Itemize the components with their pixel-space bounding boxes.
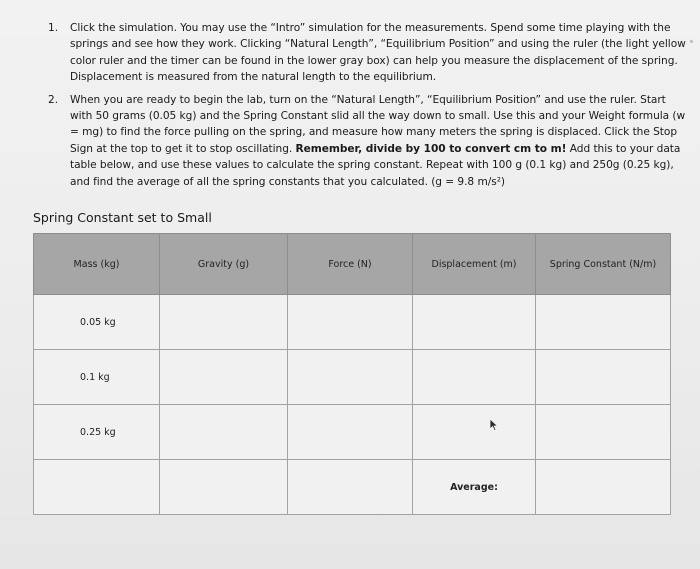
spring-constant-cell[interactable] (536, 405, 671, 460)
instruction-text: Click the simulation. You may use the “Intro” simulation for the measurements. Spend some time playing with the springs and see how they work. Clicking “Natural Length”, “Equilibrium Position” and using the ruler (the light yellow color ruler and the timer can be found in the lower gray box) can help you measure the displacement of the spring. Displacement is measured from the natural length to the equilibrium. (70, 22, 686, 84)
header-displacement: Displacement (m) (413, 234, 536, 295)
table-row-average (34, 460, 671, 515)
average-label: Average: (413, 460, 536, 515)
displacement-cell[interactable] (413, 405, 536, 460)
spring-constant-cell[interactable] (536, 295, 671, 350)
gravity-cell[interactable] (160, 350, 288, 405)
instruction-text-part: When you are ready to begin the lab, turn on the “Natural Length”, “Equilibrium Position” and use the ruler. Start with 50 grams (0.05 kg) and the Spring Constant slid all the way down to small. Use this and your Weight formula (w = mg) to find the force pulling on the spring, and measure how many meters the spring is displaced. Click the Stop Sign at the top to get it to stop oscillating. (70, 93, 686, 155)
empty-cell (34, 460, 160, 515)
header-spring-constant: Spring Constant (N/m) (536, 234, 671, 295)
average-value-cell[interactable] (536, 460, 671, 515)
instruction-bold-note: Remember, divide by 100 to convert cm to m! (295, 142, 567, 155)
speck (690, 40, 693, 43)
header-gravity: Gravity (g) (160, 234, 288, 295)
gravity-cell[interactable] (160, 295, 288, 350)
displacement-cell[interactable] (413, 350, 536, 405)
displacement-cell[interactable] (413, 295, 536, 350)
table-row (34, 350, 671, 405)
instruction-item-1 (48, 20, 688, 86)
header-force: Force (N) (288, 234, 413, 295)
instruction-number: 2. (48, 93, 59, 106)
table-header-row (34, 234, 671, 295)
spring-constant-cell[interactable] (536, 350, 671, 405)
header-mass: Mass (kg) (34, 234, 160, 295)
mouse-pointer-icon (489, 418, 499, 432)
force-cell[interactable] (288, 350, 413, 405)
table-row (34, 295, 671, 350)
mass-cell: 0.1 kg (34, 350, 160, 405)
instruction-text (70, 92, 688, 190)
instruction-item-2 (48, 92, 688, 190)
empty-cell (160, 460, 288, 515)
table-row (34, 405, 671, 460)
mass-cell: 0.25 kg (34, 405, 160, 460)
empty-cell (288, 460, 413, 515)
gravity-cell[interactable] (160, 405, 288, 460)
force-cell[interactable] (288, 405, 413, 460)
instruction-text-part: Add this to your data table below, and use these values to calculate the spring constant. Repeat with 100 g (0.1 kg) and 250g (0.25 kg), and find the average of all the spring constants that you calculated. (g = 9.8 m/s²) (70, 142, 681, 188)
mass-cell: 0.05 kg (34, 295, 160, 350)
data-table (33, 233, 671, 515)
instructions (48, 20, 688, 196)
force-cell[interactable] (288, 295, 413, 350)
section-title: Spring Constant set to Small (33, 210, 212, 225)
instruction-number: 1. (48, 22, 59, 34)
